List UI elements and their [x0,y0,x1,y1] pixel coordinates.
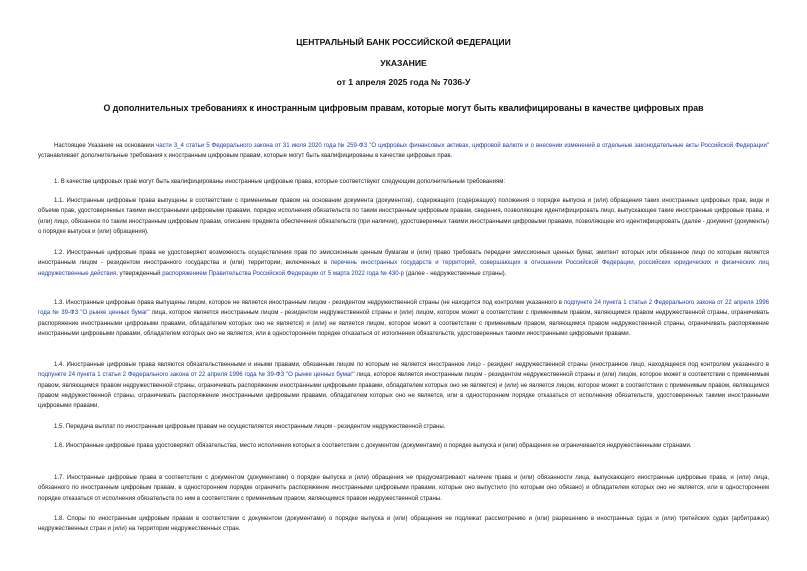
paragraph-1-2-after: (далее - недружественные страны). [404,270,507,277]
paragraph-1-4-after: лица, которое является иностранным лицом - резидентом недружественной страны и (или) лицом, которое может в соответствии с применимым правом, являющимся правом недружественной страны, ограничивать распоряжение иностранными цифровыми правами, обладателем которых оно не является) и (или) не является лицом, которое может в соответствии с применимым правом, являющимся правом недружественной страны, ограничивать распоряжение иностранными цифровыми правами, обладателем которых оно не является, или в одностороннем порядке отказаться от исполнения обязательств, удостоверенных такими иностранными цифровыми правами. [38,372,769,410]
paragraph-1-3 [38,298,769,339]
paragraph-1-6-text: 1.6. Иностранные цифровые права удостоверяют обязательства, место исполнения которых в соответствии с документом (документами) о порядке выпуска и (или) обращения не ограничивается недружественными странами. [54,443,692,449]
paragraph-1-7 [38,473,769,504]
document-title: О дополнительных требованиях к иностранным цифровым правам, которые могут быть квалифицированы в качестве цифровых прав [103,103,704,113]
paragraph-1-text: 1. В качестве цифровых прав могут быть квалифицированы иностранные цифровые права, которые соответствуют следующим дополнительным требованиям: [54,179,506,185]
paragraph-1-2 [38,248,769,279]
paragraph-1-4 [38,360,769,411]
paragraph-1-2-before: 1.2. Иностранные цифровые права не удостоверяют возможность осуществления прав по эмиссионным ценным бумагам и (или) право требовать передачи эмиссионных ценных бумаг, эмитент которых или обязанное лицо по которым является иностранным лицом - резидентом иностранного государства и (или) территории, включенных в [38,250,769,267]
intro-text-after: устанавливает дополнительные требования к иностранным цифровым правам, которые могут быть квалифицированы в качестве цифровых прав. [38,153,453,160]
paragraph-1 [38,177,769,187]
intro-text-before: Настоящее Указание на основании [54,143,157,149]
paragraph-1-3-before: 1.3. Иностранные цифровые права выпущены лицом, которое не является иностранным лицом - резидентом недружественной страны (не находится под контролем указанного в [54,300,564,306]
paragraph-1-7-text: 1.7. Иностранные цифровые права в соответствии с документом (документами) о порядке выпуска и (или) обращения не предусматривают наличие права и (или) обязанности лица, выпускающего иностранные цифровые права, и (или) лица, обязанного по иностранным цифровым правам, в одностороннем порядке ограничить распоряжение иностранными цифровыми правами, которые оно выпустило (по которым оно обязано) и обладателем которых оно не является, или в одностороннем порядке отказаться от исполнения обязательств по ним в соответствии с применимым правом, являющимся правом недружественной страны. [38,475,769,502]
law-39-fz-link[interactable]: подпункте 24 пункта 1 статьи 2 Федерального закона от 22 апреля 1996 года № 39-ФЗ "О рынке ценных бумаг" [38,300,770,317]
paragraph-1-6 [38,441,769,451]
law-259-fz-link[interactable]: части 3_4 статьи 5 Федерального закона от 31 июля 2020 года № 259-ФЗ "О цифровых финансовых активах, цифровой валюте и о внесении изменений в отдельные законодательные акты Российской Федерации" [156,143,770,149]
paragraph-1-3-after: лица, которое является иностранным лицом - резидентом недружественной страны и (или) лицом, которое может в соответствии с применимым правом, являющимся правом недружественной страны, ограничивать распоряжение иностранными цифровыми правами, обладателем которых оно не является) и (или) не является лицом, которое может в соответствии с применимым правом, являющимся правом недружественной страны, ограничивать распоряжение иностранными цифровыми правами, обладателем которых оно не является, или в одностороннем порядке отказаться от исполнения обязательств, удостоверенных такими иностранными цифровыми правами. [38,310,769,337]
paragraph-1-5-text: 1.5. Передача выплат по иностранным цифровым правам не осуществляется иностранным лицом - резидентом недружественной страны. [54,424,446,430]
paragraph-1-4-before: 1.4. Иностранные цифровые права являются обязательственными и иными правами, обязанным лицом по которым не является иностранное лицо - резидент недружественной страны (иностранное лицо, находящееся под контролем указанного в [54,362,769,368]
paragraph-1-5 [38,422,769,432]
paragraph-1-2-middle: , утвержденный [116,270,163,277]
paragraph-1-8 [38,514,769,535]
law-39-fz-link-2[interactable]: подпункте 24 пункта 1 статьи 2 Федерального закона от 22 апреля 1996 года № 39-ФЗ "О рынке ценных бумаг" [38,372,355,379]
paragraph-1-8-text: 1.8. Споры по иностранным цифровым правам в соответствии с документом (документами) о порядке выпуска и (или) обращения не подлежат рассмотрению и (или) разрешению в иностранных судах и (или) третейских судах (арбитражах) недружественных стран и (или) на территории недружественных стран. [38,516,769,533]
issuer-heading: ЦЕНТРАЛЬНЫЙ БАНК РОССИЙСКОЙ ФЕДЕРАЦИИ [296,37,511,47]
intro-paragraph [38,141,769,162]
document-type-heading: УКАЗАНИЕ [380,58,427,68]
paragraph-1-1-text: 1.1. Иностранные цифровые права выпущены в соответствии с применимым правом на основании документа (документов), содержащего (содержащих) положения о порядке выпуска и (или) обращения таких иностранных цифровых прав, виде и объеме прав, удостоверяемых такими иностранными цифровыми правами, порядке исполнения обязательств по таким иностранным цифровым правам, сведения, позволяющие идентифицировать лицо, выпускающее такие иностранные цифровые права, и (или) лицо, обязанное по таким иностранным цифровым правам, описание предмета обеспечения обязательств (при наличии), удостоверенных такими иностранными цифровыми правами, позволяющее его идентифицировать (далее - документ (документы) о порядке выпуска и (или) обращения). [38,198,769,235]
government-order-430r-link[interactable]: распоряжением Правительства Российской Федерации от 5 марта 2022 года № 430-р [162,270,404,277]
unfriendly-countries-list-link[interactable]: перечень иностранных государств и территорий, совершающих в отношении Российской Федерации, российских юридических и физических лиц недружественные действия [38,260,769,277]
paragraph-1-1 [38,196,769,237]
document-date-number: от 1 апреля 2025 года № 7036-У [336,77,471,87]
